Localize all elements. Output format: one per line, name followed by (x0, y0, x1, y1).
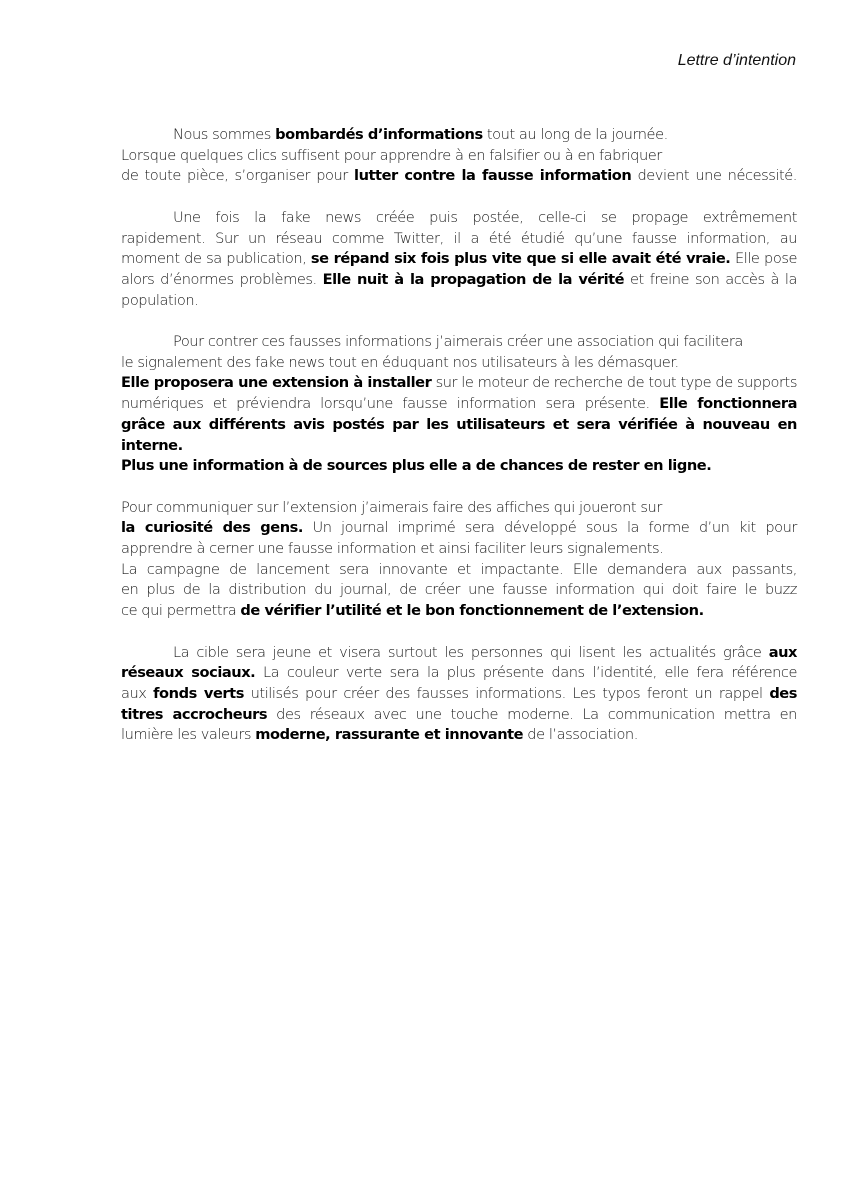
text-line (121, 456, 797, 477)
body-text: Une fois la fake news créée puis postée, celle-ci se propage extrêmement (173, 208, 797, 226)
emphasized-text: Elle proposera une extension à installer (121, 374, 432, 392)
text-line (121, 705, 797, 726)
emphasized-text: aux (768, 643, 797, 661)
text-line (121, 684, 797, 705)
body-text: de l’association. (523, 726, 638, 744)
body-text: et freine son accès à la (624, 270, 797, 288)
body-text: Un journal imprimé sera développé sous la forme d’un kit pour (303, 519, 797, 537)
body-text: numériques et préviendra lorsqu’une fausse information sera présente. (121, 395, 660, 413)
body-text: ce qui permettra (121, 602, 241, 620)
text-line (121, 580, 797, 601)
body-text: population. (121, 291, 199, 309)
emphasized-text: la curiosité des gens. (121, 519, 303, 537)
emphasized-text: Plus une information à de sources plus elle a de chances de rester en ligne. (121, 457, 712, 475)
emphasized-text: titres accrocheurs (121, 705, 268, 723)
text-line (121, 601, 797, 622)
text-line (121, 373, 797, 394)
letter-body (121, 125, 797, 767)
paragraph (121, 125, 797, 187)
body-text: moment de sa publication, (121, 250, 311, 268)
body-text: devient une nécessité. (631, 167, 797, 185)
body-text: La cible sera jeune et visera surtout les personnes qui lisent les actualités grâce (173, 643, 769, 661)
text-line (121, 518, 797, 539)
body-text: des réseaux avec une touche moderne. La communication mettra en (267, 705, 797, 723)
text-line (121, 663, 797, 684)
emphasized-text: Elle fonctionnera (659, 395, 798, 413)
text-line (121, 498, 797, 519)
body-text: utilisés pour créer des fausses informations. Les typos feront un rappel (243, 684, 770, 702)
body-text: sur le moteur de recherche de tout type de supports (431, 374, 797, 392)
text-line (121, 353, 797, 374)
paragraph (121, 332, 797, 477)
body-text: Pour contrer ces fausses informations j’aimerais créer une association qui facilitera (173, 333, 743, 350)
text-line (121, 394, 797, 415)
body-text: le signalement des fake news tout en éduquant nos utilisateurs à les démasquer. (121, 353, 679, 371)
body-text: La campagne de lancement sera innovante et impactante. Elle demandera aux passants, (121, 560, 797, 578)
text-line (121, 146, 797, 167)
emphasized-text: bombardés d’informations (275, 126, 483, 143)
text-line (121, 539, 797, 560)
body-text: tout au long de la journée. (482, 126, 668, 143)
text-line (121, 208, 797, 229)
text-line (121, 249, 797, 270)
body-text: alors d’énormes problèmes. (121, 270, 323, 288)
body-text: Elle pose (730, 250, 798, 268)
emphasized-text: se répand six fois plus vite que si elle avait été vraie. (310, 250, 731, 268)
body-text: rapidement. Sur un réseau comme Twitter, il a été étudié qu’une fausse information, au (121, 229, 797, 247)
paragraph (121, 208, 797, 312)
emphasized-text: lutter contre la fausse information (354, 167, 632, 185)
emphasized-text: moderne, rassurante et innovante (255, 726, 524, 744)
body-text: Nous sommes (173, 126, 276, 143)
emphasized-text: des (769, 684, 797, 702)
body-text: aux (121, 684, 154, 702)
emphasized-text: réseaux sociaux. (121, 664, 256, 682)
emphasized-text: de vérifier l’utilité et le bon fonctionnement de l’extension. (240, 602, 704, 620)
body-text: lumière les valeurs (121, 726, 256, 744)
emphasized-text: Elle nuit à la propagation de la vérité (322, 270, 625, 288)
text-line (121, 291, 797, 312)
body-text: Pour communiquer sur l’extension j’aimerais faire des affiches qui joueront sur (121, 498, 662, 516)
text-line (121, 643, 797, 664)
body-text: de toute pièce, s’organiser pour (121, 167, 355, 185)
document-header-title: Lettre d’intention (677, 52, 796, 69)
paragraph (121, 643, 797, 747)
text-line (121, 560, 797, 581)
body-text: apprendre à cerner une fausse information et ainsi faciliter leurs signalements. (121, 540, 664, 558)
text-line (121, 415, 797, 456)
paragraph (121, 498, 797, 622)
body-text: Lorsque quelques clics suffisent pour apprendre à en falsifier ou à en fabriquer (121, 146, 662, 164)
text-line (121, 125, 797, 146)
emphasized-text: fonds verts (153, 684, 244, 702)
body-text: La couleur verte sera la plus présente dans l’identité, elle fera référence (255, 664, 797, 682)
emphasized-text: grâce aux différents avis postés par les utilisateurs et sera vérifiée à nouveau en interne. (121, 415, 797, 454)
text-line (121, 166, 797, 187)
text-line (121, 332, 797, 353)
text-line (121, 270, 797, 291)
body-text: en plus de la distribution du journal, de créer une fausse information qui doit faire le buzz (121, 581, 797, 599)
text-line (121, 725, 797, 746)
text-line (121, 229, 797, 250)
